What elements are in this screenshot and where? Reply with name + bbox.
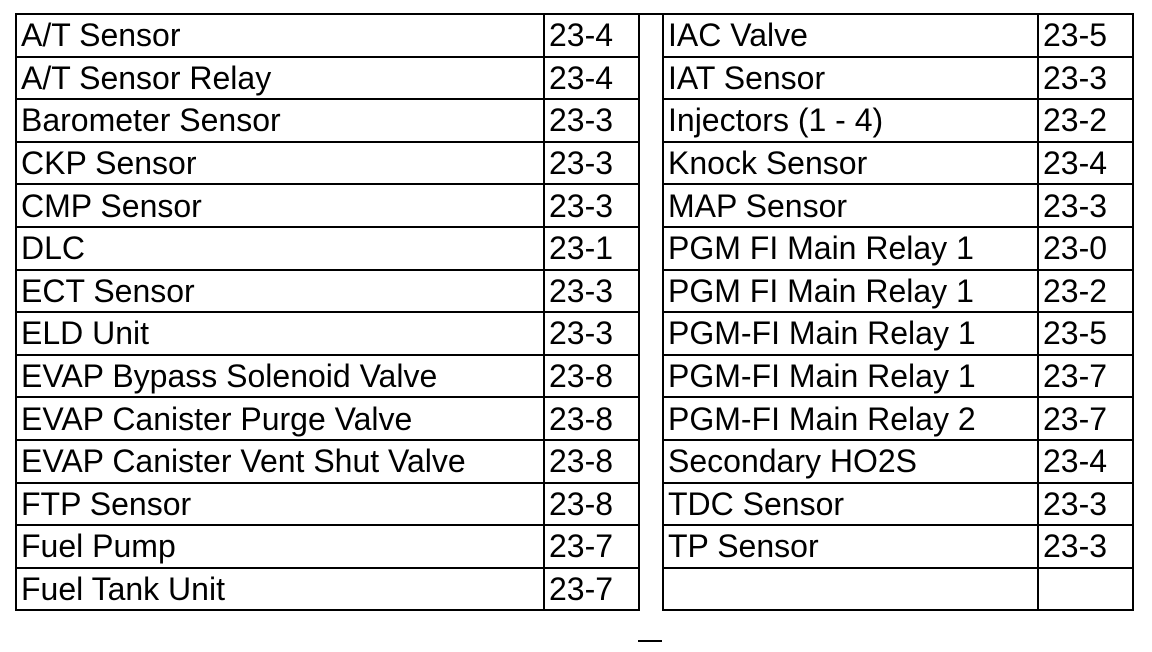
component-name: A/T Sensor [16, 14, 544, 57]
page-reference [1038, 568, 1133, 611]
table-row [663, 227, 1133, 270]
table-row [663, 184, 1133, 227]
table-row [16, 568, 639, 611]
table-row [663, 397, 1133, 440]
table-row [16, 440, 639, 483]
page-reference: 23-5 [1038, 14, 1133, 57]
page-reference: 23-3 [1038, 525, 1133, 568]
page-reference: 23-7 [1038, 355, 1133, 398]
page-reference: 23-3 [544, 270, 639, 313]
component-name: FTP Sensor [16, 483, 544, 526]
page-reference: 23-4 [1038, 142, 1133, 185]
page-reference: 23-4 [544, 14, 639, 57]
component-name: EVAP Canister Vent Shut Valve [16, 440, 544, 483]
component-name: MAP Sensor [663, 184, 1038, 227]
component-name: EVAP Canister Purge Valve [16, 397, 544, 440]
component-name: Fuel Pump [16, 525, 544, 568]
table-row [663, 440, 1133, 483]
component-name: ECT Sensor [16, 270, 544, 313]
table-row [16, 483, 639, 526]
component-name: PGM-FI Main Relay 1 [663, 312, 1038, 355]
component-name: TP Sensor [663, 525, 1038, 568]
table-row [16, 227, 639, 270]
component-name: CKP Sensor [16, 142, 544, 185]
page-reference: 23-0 [1038, 227, 1133, 270]
page-reference: 23-7 [544, 525, 639, 568]
component-name: ELD Unit [16, 312, 544, 355]
table-row [16, 355, 639, 398]
component-name: PGM-FI Main Relay 2 [663, 397, 1038, 440]
page-reference: 23-5 [1038, 312, 1133, 355]
page-reference: 23-3 [544, 312, 639, 355]
table-row [663, 99, 1133, 142]
page-reference: 23-3 [544, 99, 639, 142]
table-row [16, 312, 639, 355]
component-name: PGM FI Main Relay 1 [663, 270, 1038, 313]
page-reference: 23-3 [544, 142, 639, 185]
component-name: CMP Sensor [16, 184, 544, 227]
page-reference: 23-4 [1038, 440, 1133, 483]
right-table-body [663, 14, 1133, 610]
component-name: PGM-FI Main Relay 1 [663, 355, 1038, 398]
component-name: TDC Sensor [663, 483, 1038, 526]
table-row [16, 99, 639, 142]
table-row [663, 355, 1133, 398]
table-row [663, 483, 1133, 526]
page-reference: 23-8 [544, 397, 639, 440]
table-row [663, 312, 1133, 355]
page-reference: 23-8 [544, 355, 639, 398]
page-reference: 23-3 [544, 184, 639, 227]
component-name: Injectors (1 - 4) [663, 99, 1038, 142]
component-name: DLC [16, 227, 544, 270]
component-index-right [662, 13, 1134, 611]
component-name: A/T Sensor Relay [16, 57, 544, 100]
component-name: IAC Valve [663, 14, 1038, 57]
page-reference: 23-3 [1038, 184, 1133, 227]
left-table-body [16, 14, 639, 610]
table-row [16, 57, 639, 100]
page-reference: 23-4 [544, 57, 639, 100]
component-name: EVAP Bypass Solenoid Valve [16, 355, 544, 398]
page-reference: 23-2 [1038, 99, 1133, 142]
table-row [663, 525, 1133, 568]
table-row [663, 14, 1133, 57]
page-reference: 23-7 [1038, 397, 1133, 440]
page-reference: 23-8 [544, 440, 639, 483]
column-gutter [638, 13, 662, 642]
table-row [16, 142, 639, 185]
component-name: Knock Sensor [663, 142, 1038, 185]
table-row [663, 57, 1133, 100]
component-name: Fuel Tank Unit [16, 568, 544, 611]
page-reference: 23-8 [544, 483, 639, 526]
component-name: PGM FI Main Relay 1 [663, 227, 1038, 270]
page-reference: 23-7 [544, 568, 639, 611]
table-row [663, 270, 1133, 313]
table-row [663, 568, 1133, 611]
table-row [16, 525, 639, 568]
table-row [16, 14, 639, 57]
component-name: IAT Sensor [663, 57, 1038, 100]
component-name [663, 568, 1038, 611]
table-row [16, 184, 639, 227]
component-name: Barometer Sensor [16, 99, 544, 142]
page-reference: 23-2 [1038, 270, 1133, 313]
table-row [16, 397, 639, 440]
page-reference: 23-1 [544, 227, 639, 270]
component-index-left [15, 13, 640, 611]
component-name: Secondary HO2S [663, 440, 1038, 483]
table-row [663, 142, 1133, 185]
table-row [16, 270, 639, 313]
page-reference: 23-3 [1038, 483, 1133, 526]
page-reference: 23-3 [1038, 57, 1133, 100]
